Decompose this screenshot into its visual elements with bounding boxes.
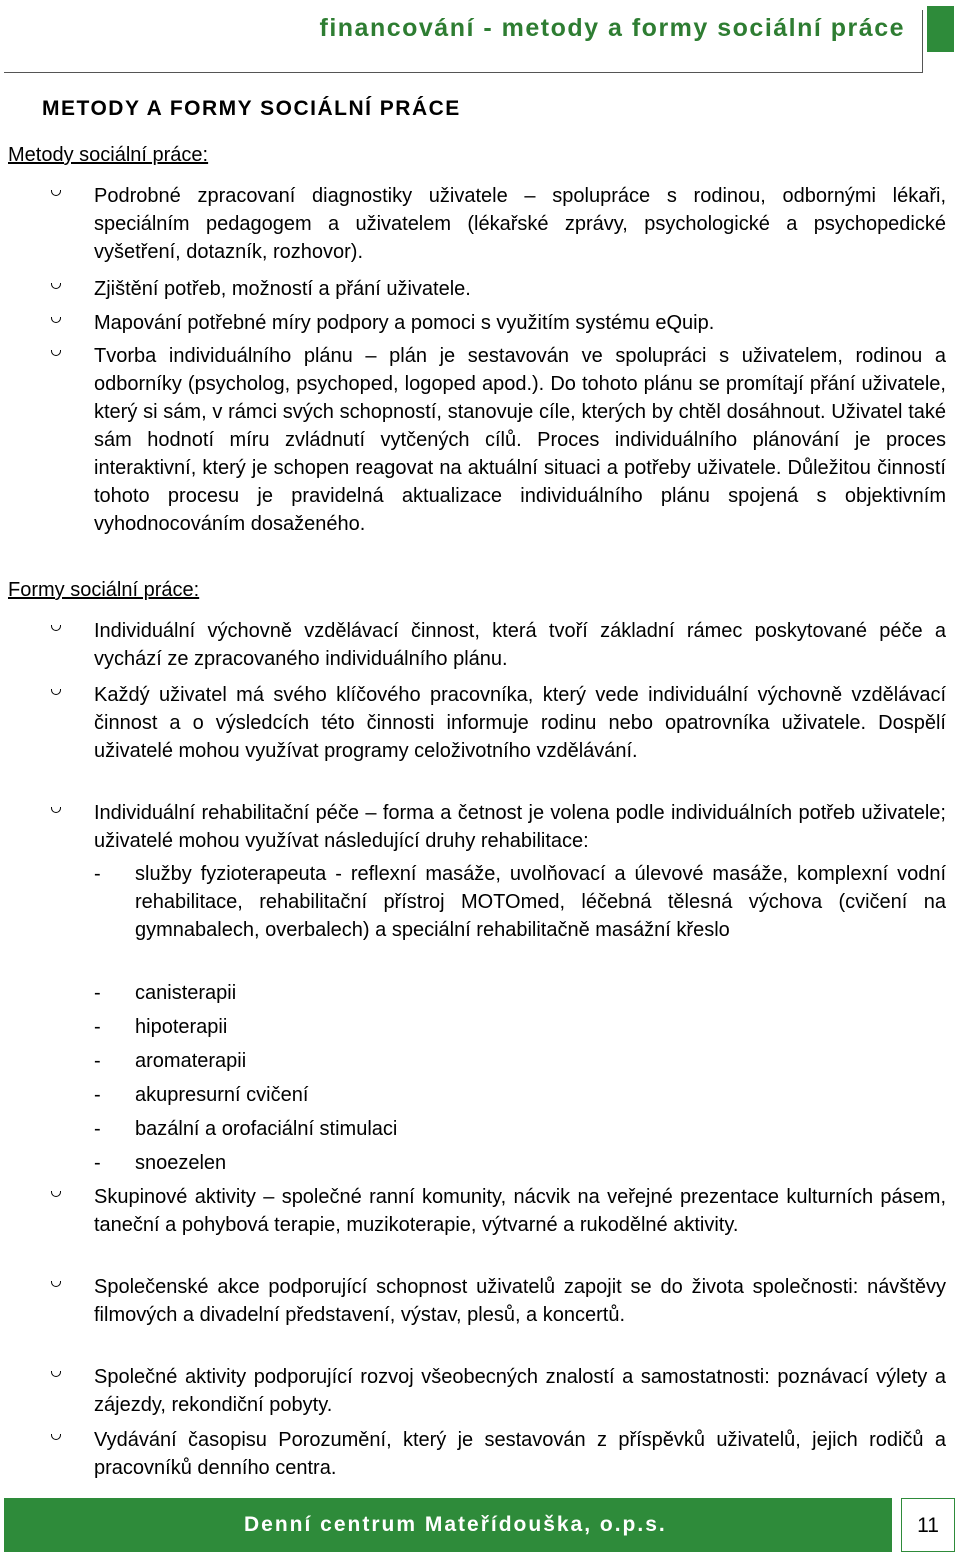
header-title: financování - metody a formy sociální práce <box>319 14 905 42</box>
forms-item: Společné aktivity podporující rozvoj všeobecných znalostí a samostatnosti: poznávací výlety a zájezdy, rekondiční pobyty. <box>94 1366 946 1416</box>
dash-mark: - <box>94 1016 101 1038</box>
bullet-icon <box>51 283 61 289</box>
bullet-icon <box>51 317 61 323</box>
bullet-icon <box>51 689 61 695</box>
methods-item: Zjištění potřeb, možností a přání uživatele. <box>94 278 471 300</box>
bullet-icon <box>51 350 61 356</box>
forms-item: Skupinové aktivity – společné ranní komunity, nácvik na veřejné prezentace kulturních pásem, taneční a pohybová terapie, muzikoterapie, výtvarné a rukodělné aktivity. <box>94 1186 946 1236</box>
rehab-item-text: snoezelen <box>135 1152 227 1174</box>
forms-item: Vydávání časopisu Porozumění, který je sestavován z příspěvků uživatelů, jejich rodičů a pracovníků denního centra. <box>94 1429 946 1479</box>
page-number: 11 <box>901 1498 955 1552</box>
rehab-item <box>94 1047 946 1075</box>
forms-heading: Formy sociální práce: <box>8 579 200 601</box>
rehab-item <box>94 1081 946 1109</box>
rehab-item-text: hipoterapii <box>135 1016 228 1038</box>
rehab-item <box>94 1013 946 1041</box>
rehab-item <box>94 860 946 944</box>
dash-mark: - <box>94 982 101 1004</box>
rehab-item-text: akupresurní cvičení <box>135 1084 309 1106</box>
bullet-icon <box>51 625 61 631</box>
rehab-item-text: canisterapii <box>135 982 237 1004</box>
dash-mark: - <box>94 1050 101 1072</box>
methods-heading: Metody sociální práce: <box>8 144 209 166</box>
dash-mark: - <box>94 1084 101 1106</box>
bullet-icon <box>51 190 61 196</box>
methods-item: Mapování potřebné míry podpory a pomoci s využitím systému eQuip. <box>94 312 715 334</box>
footer-organization: Denní centrum Mateřídouška, o.p.s. <box>244 1513 667 1536</box>
methods-item: Podrobné zpracovaní diagnostiky uživatele – spolupráce s rodinou, odbornými lékaři, speciálním pedagogem a uživatelem (lékařské zprávy, psychologické a psychopedické vyšetření, dotazník, rozhovor). <box>94 185 946 263</box>
header-divider-vertical <box>922 10 923 72</box>
rehab-item-text: služby fyzioterapeuta - reflexní masáže, uvolňovací a úlevové masáže, komplexní vodní rehabilitace, rehabilitační přístroj MOTOmed, léčebná tělesná výchova (cvičení na gymnabalech, overbalech) a speciální rehabilitačně masážní křeslo <box>135 863 946 941</box>
forms-item: Společenské akce podporující schopnost uživatelů zapojit se do života společnosti: návštěvy filmových a divadelní představení, výstav, plesů, a koncertů. <box>94 1276 946 1326</box>
forms-item: Každý uživatel má svého klíčového pracovníka, který vede individuální výchovně vzdělávací činnost a o výsledcích této činnosti informuje rodinu nebo opatrovníka uživatele. Dospělí uživatelé mohou využívat programy celoživotního vzdělávání. <box>94 684 946 762</box>
bullet-icon <box>51 1281 61 1287</box>
header-accent-square <box>927 6 954 52</box>
rehab-item <box>94 1149 946 1177</box>
forms-item: Individuální rehabilitační péče – forma a četnost je volena podle individuálních potřeb uživatele; uživatelé mohou využívat následující druhy rehabilitace: <box>94 802 946 852</box>
rehab-item <box>94 979 946 1007</box>
rehab-item-text: aromaterapii <box>135 1050 247 1072</box>
header-divider-horizontal <box>4 72 923 73</box>
forms-item: Individuální výchovně vzdělávací činnost, která tvoří základní rámec poskytované péče a vychází ze zpracovaného individuálního plánu. <box>94 620 946 670</box>
methods-item: Tvorba individuálního plánu – plán je sestavován ve spolupráci s uživatelem, rodinou a odborníky (psycholog, psychoped, logoped apod.). Do tohoto plánu se promítají přání uživatele, který si sám, v rámci svých schopností, stanovuje cíle, kterých by chtěl dosáhnout. Uživatel také sám hodnotí míru zvládnutí vytčených cílů. Proces individuálního plánování je proces interaktivní, který je schopen reagovat na aktuální situaci a potřeby uživatele. Důležitou činností tohoto procesu je pravidelná aktualizace individuálního plánu spojená s objektivním vyhodnocováním dosaženého. <box>94 345 946 535</box>
dash-mark: - <box>94 1118 101 1140</box>
bullet-icon <box>51 1434 61 1440</box>
bullet-icon <box>51 807 61 813</box>
dash-mark: - <box>94 863 101 885</box>
bullet-icon <box>51 1371 61 1377</box>
rehab-item-text: bazální a orofaciální stimulaci <box>135 1118 398 1140</box>
dash-mark: - <box>94 1152 101 1174</box>
section-title: METODY A FORMY SOCIÁLNÍ PRÁCE <box>42 97 461 120</box>
rehab-item <box>94 1115 946 1143</box>
bullet-icon <box>51 1191 61 1197</box>
